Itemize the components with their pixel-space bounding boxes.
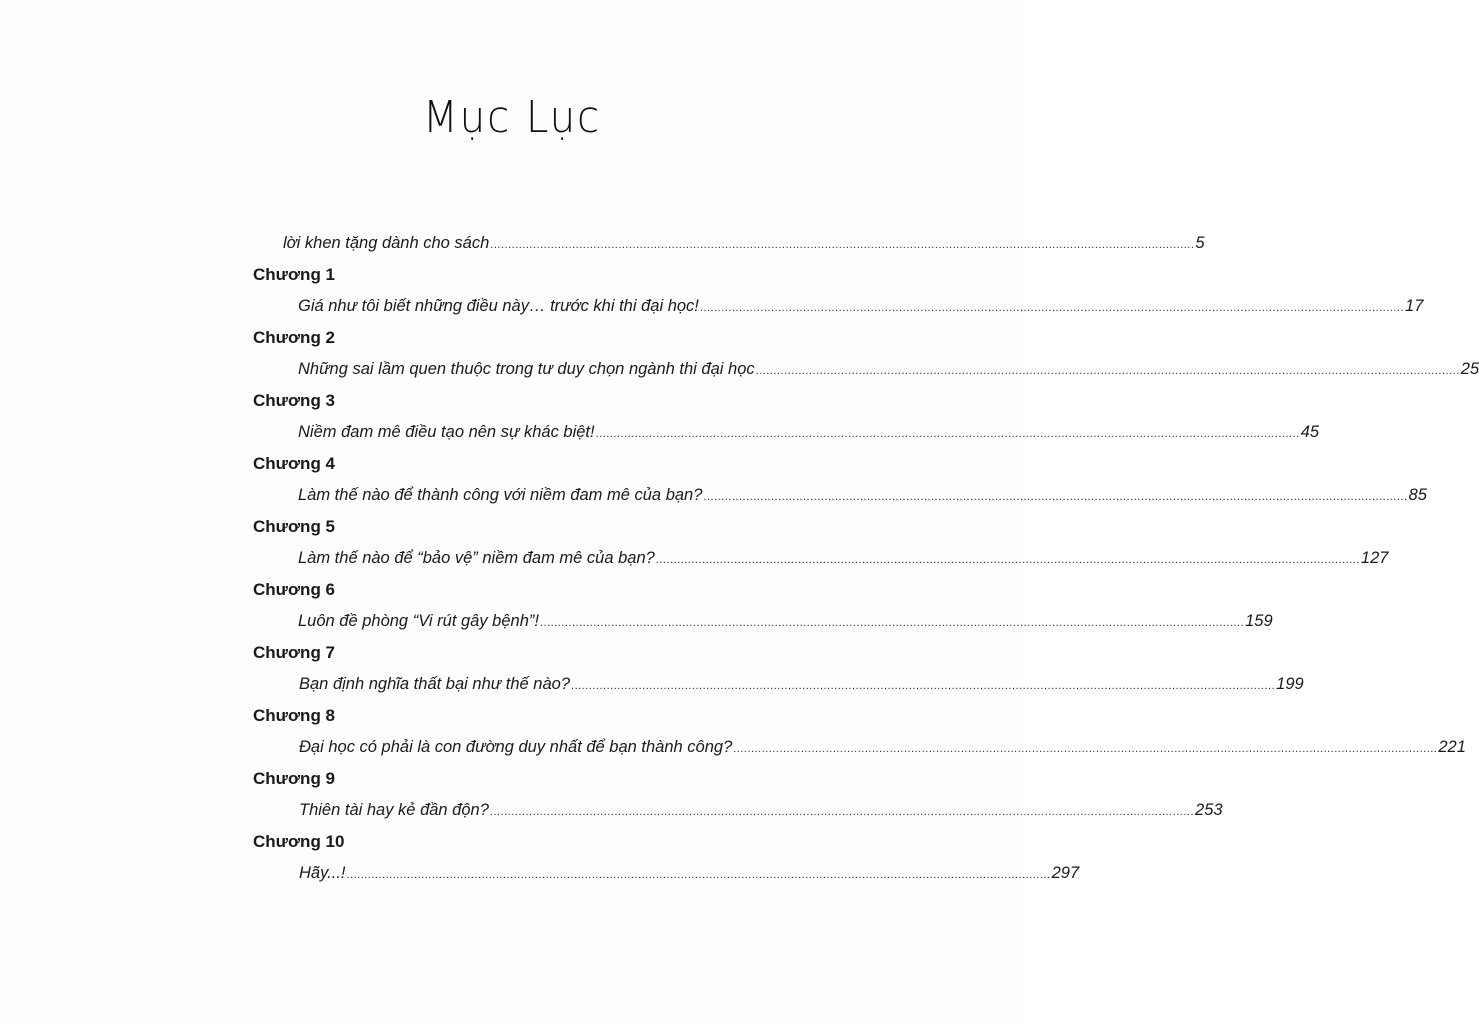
- toc-page-number: 17: [1405, 297, 1424, 315]
- toc-page-number: 127: [1360, 549, 1389, 567]
- toc-entry-row: [0, 795, 1223, 825]
- toc-entry-title: Bạn định nghĩa thất bại như thế nào?: [299, 675, 571, 693]
- toc-entry[interactable]: [299, 669, 1304, 701]
- dot-leader: ......................................................................................................................................................................................................: [755, 365, 1460, 377]
- toc-page-number: 85: [1408, 486, 1427, 504]
- chapter-label: Chương 9: [253, 769, 336, 788]
- chapter-heading-row: [0, 386, 1024, 416]
- chapter-heading-row: [0, 323, 1024, 353]
- toc-page-number: 45: [1300, 423, 1320, 441]
- toc-intro-row: [0, 228, 1205, 258]
- chapter-label: Chương 3: [253, 391, 336, 410]
- toc-page-number: 159: [1245, 612, 1273, 630]
- chapter-heading-row: [0, 701, 1024, 731]
- chapter-label: Chương 5: [253, 517, 336, 536]
- dot-leader: ......................................................................................................................................................................................................: [489, 806, 1195, 818]
- dot-leader: ......................................................................................................................................................................................................: [539, 617, 1245, 629]
- chapter-label: Chương 1: [253, 265, 336, 284]
- chapter-label: Chương 4: [253, 454, 336, 473]
- toc-entry[interactable]: [298, 606, 1273, 638]
- dot-leader: ......................................................................................................................................................................................................: [699, 302, 1405, 314]
- dot-leader: ......................................................................................................................................................................................................: [703, 491, 1408, 503]
- dot-leader: ......................................................................................................................................................................................................: [733, 743, 1438, 755]
- toc-entry-title: Đại học có phải là con đường duy nhất để bạn thành công?: [299, 738, 733, 756]
- chapter-heading-row: [0, 260, 1024, 290]
- toc-entry[interactable]: [299, 795, 1223, 827]
- chapter-label: Chương 6: [253, 580, 336, 599]
- toc-entry-row: [0, 480, 1427, 510]
- toc-entry-title: Những sai lầm quen thuộc trong tư duy chọn ngành thi đại học: [298, 360, 755, 378]
- chapter-heading-row: [0, 512, 1024, 542]
- toc-entry-title: Niềm đam mê điều tạo nên sự khác biệt!: [298, 423, 595, 441]
- toc-page-number: 5: [1195, 234, 1205, 252]
- toc-entry[interactable]: [299, 858, 1080, 890]
- toc-entry[interactable]: [298, 543, 1389, 575]
- toc-entry-title: Làm thế nào để thành công với niềm đam mê của bạn?: [298, 486, 703, 504]
- chapter-label: Chương 7: [253, 643, 336, 662]
- toc-page-number: 297: [1051, 864, 1080, 882]
- toc-entry[interactable]: [298, 417, 1320, 449]
- toc-entry-title: Thiên tài hay kẻ đần độn?: [299, 801, 489, 819]
- toc-entry-row: [0, 543, 1389, 573]
- toc-entry[interactable]: [283, 228, 1205, 260]
- dot-leader: ......................................................................................................................................................................................................: [655, 554, 1360, 566]
- toc-entry-row: [0, 669, 1304, 699]
- chapter-heading-row: [0, 764, 1024, 794]
- dot-leader: ......................................................................................................................................................................................................: [346, 869, 1051, 881]
- page-title: Mục Lục: [422, 92, 602, 143]
- dot-leader: ......................................................................................................................................................................................................: [571, 680, 1276, 692]
- chapter-heading-row: [0, 827, 1024, 857]
- toc-entry-title: lời khen tặng dành cho sách: [283, 234, 490, 252]
- toc-entry-row: [0, 354, 1479, 384]
- chapter-label: Chương 10: [253, 832, 345, 851]
- toc-entry[interactable]: [299, 732, 1466, 764]
- toc-entry-row: [0, 417, 1320, 447]
- toc-entry-row: [0, 291, 1424, 321]
- chapter-label: Chương 2: [253, 328, 336, 347]
- toc-entry-row: [0, 606, 1273, 636]
- toc-page-number: 253: [1195, 801, 1223, 819]
- toc-entry-title: Luôn đề phòng “Vi rút gây bệnh”!: [298, 612, 539, 630]
- toc-entry[interactable]: [298, 354, 1479, 386]
- chapter-heading-row: [0, 449, 1024, 479]
- dot-leader: ......................................................................................................................................................................................................: [490, 239, 1195, 251]
- toc-entry[interactable]: [298, 480, 1427, 512]
- dot-leader: ......................................................................................................................................................................................................: [595, 428, 1300, 440]
- toc-entry-row: [0, 858, 1080, 888]
- toc-page-number: 199: [1276, 675, 1304, 693]
- toc-entry-title: Làm thế nào để “bảo vệ” niềm đam mê của bạn?: [298, 549, 655, 567]
- toc-entry-title: Giá như tôi biết những điều này… trước khi thi đại học!: [298, 297, 699, 315]
- toc-entry-row: [0, 732, 1466, 762]
- chapter-heading-row: [0, 638, 1024, 668]
- chapter-label: Chương 8: [253, 706, 336, 725]
- toc-entry-title: Hãy...!: [299, 864, 346, 882]
- toc-entry[interactable]: [298, 291, 1424, 323]
- toc-page-number: 25: [1460, 360, 1479, 378]
- toc-page-number: 221: [1438, 738, 1466, 756]
- chapter-heading-row: [0, 575, 1024, 605]
